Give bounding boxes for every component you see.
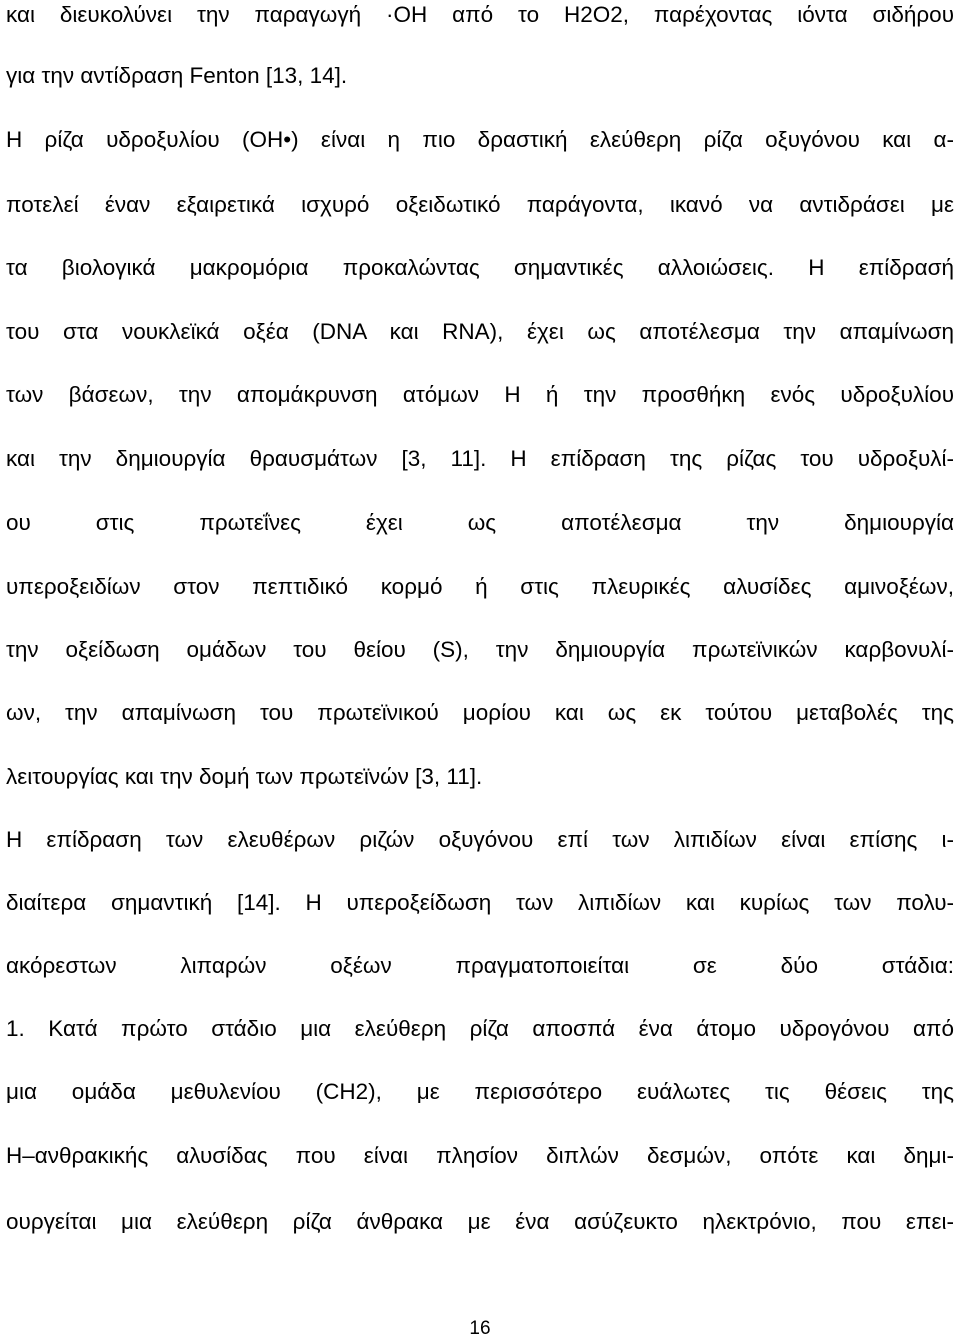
text-line: του στα νουκλεϊκά οξέα (DNA και RNA), έχει ως αποτέλεσμα την απαμίνωση <box>6 319 954 344</box>
text-line: ακόρεστων λιπαρών οξέων πραγματοποιείται σε δύο στάδια: <box>6 953 954 978</box>
text-line: ουργείται μια ελεύθερη ρίζα άνθρακα με ένα ασύζευκτο ηλεκτρόνιο, που επει- <box>6 1209 954 1234</box>
text-line: 1. Κατά πρώτο στάδιο μια ελεύθερη ρίζα αποσπά ένα άτομο υδρογόνου από <box>6 1016 954 1041</box>
page-number: 16 <box>469 1318 491 1339</box>
text-line: υπεροξειδίων στον πεπτιδικό κορμό ή στις πλευρικές αλυσίδες αμινοξέων, <box>6 574 954 599</box>
text-line: Η ρίζα υδροξυλίου (ΟΗ•) είναι η πιο δραστική ελεύθερη ρίζα οξυγόνου και α- <box>6 127 954 152</box>
text-line: Η επίδραση των ελευθέρων ριζών οξυγόνου επί των λιπιδίων είναι επίσης ι- <box>6 827 954 852</box>
text-line: διαίτερα σημαντική [14]. Η υπεροξείδωση των λιπιδίων και κυρίως των πολυ- <box>6 890 954 915</box>
text-line: και την δημιουργία θραυσμάτων [3, 11]. Η επίδραση της ρίζας του υδροξυλί- <box>6 446 954 471</box>
text-line: των βάσεων, την απομάκρυνση ατόμων Η ή την προσθήκη ενός υδροξυλίου <box>6 382 954 407</box>
text-line: λειτουργίας και την δομή των πρωτεϊνών [3, 11]. <box>6 764 483 789</box>
text-line: και διευκολύνει την παραγωγή ·ΟΗ από το Η2Ο2, παρέχοντας ιόντα σιδήρου <box>6 2 954 27</box>
text-line: ων, την απαμίνωση του πρωτεϊνικού μορίου και ως εκ τούτου μεταβολές της <box>6 700 954 725</box>
text-line: την οξείδωση ομάδων του θείου (S), την δημιουργία πρωτεϊνικών καρβονυλί- <box>6 637 954 662</box>
text-line: ου στις πρωτεΐνες έχει ως αποτέλεσμα την δημιουργία <box>6 510 954 535</box>
text-line: μια ομάδα μεθυλενίου (CH2), με περισσότερο ευάλωτες τις θέσεις της <box>6 1079 954 1104</box>
text-line: τα βιολογικά μακρομόρια προκαλώντας σημαντικές αλλοιώσεις. Η επίδρασή <box>6 255 954 280</box>
text-line: ποτελεί έναν εξαιρετικά ισχυρό οξειδωτικό παράγοντα, ικανό να αντιδράσει με <box>6 192 954 217</box>
text-line: για την αντίδραση Fenton [13, 14]. <box>6 63 348 88</box>
text-line: H–ανθρακικής αλυσίδας που είναι πλησίον διπλών δεσμών, οπότε και δημι- <box>6 1143 954 1168</box>
